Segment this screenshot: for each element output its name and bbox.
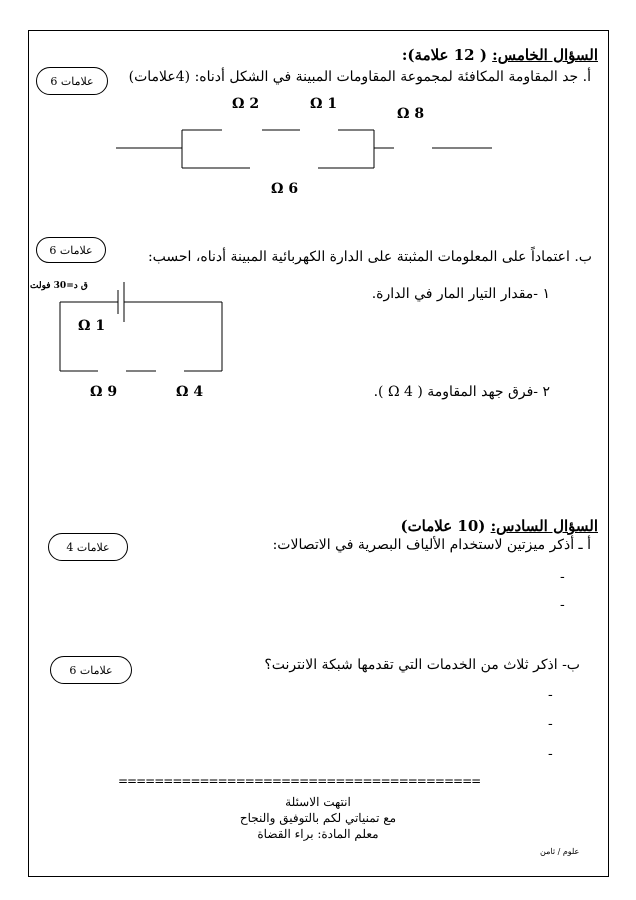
circuit-diagram-2 xyxy=(0,0,636,400)
q5-b2-text: ٢ -فرق جهد المقاومة ( Ω 4 ). xyxy=(373,384,550,400)
resistor-2-ohm-label: Ω 2 xyxy=(232,96,260,112)
separator-line: ======================================== xyxy=(118,774,481,788)
teacher-name-text: معلم المادة: براء القضاة xyxy=(257,827,379,841)
q6-part-b-text: ب- اذكر ثلاث من الخدمات التي تقدمها شبكة الانترنت؟ xyxy=(264,657,580,673)
q6-part-a-text: أ ـ أذكر ميزتين لاستخدام الألياف البصرية في الاتصالات: xyxy=(272,537,591,553)
resistor-9-ohm-label: Ω 9 xyxy=(90,384,118,400)
q6-a-answer-line-2: - xyxy=(560,597,565,613)
resistor-1-ohm-label: Ω 1 xyxy=(310,96,338,112)
q6-a-answer-line-1: - xyxy=(560,569,565,585)
q5-part-b-text: ب. اعتماداً على المعلومات المثبتة على الدارة الكهربائية المبينة أدناه، احسب: xyxy=(147,249,592,265)
resistor-6-ohm-label: Ω 6 xyxy=(271,181,299,197)
q6-b-answer-line-2: - xyxy=(548,716,553,732)
q6-part-a-marks-badge: 4 علامات xyxy=(48,533,128,561)
q6-b-answer-line-3: - xyxy=(548,746,553,762)
q5-title: السؤال الخامس: ( 12 علامة): xyxy=(401,46,598,64)
q6-title: السؤال السادس: (10 علامات) xyxy=(400,517,598,535)
q6-part-b-marks-badge: 6 علامات xyxy=(50,656,132,684)
resistor-8-ohm-label: Ω 8 xyxy=(397,106,425,122)
internal-resistance-label: Ω 1 xyxy=(78,318,106,334)
battery-voltage-label: ق د=30 فولت xyxy=(30,281,88,291)
q5-part-a-text: أ. جد المقاومة المكافئة لمجموعة المقاومات المبينة في الشكل أدناه: (4علامات) xyxy=(128,69,591,85)
end-of-questions-text: انتهت الاسئلة xyxy=(285,795,351,809)
subject-grade-corner-label: علوم / ثامن xyxy=(540,847,580,856)
q5-part-b-marks-badge: 6 علامات xyxy=(36,237,106,263)
q5-b1-text: ١ -مقدار التيار المار في الدارة. xyxy=(371,286,550,302)
resistor-4-ohm-label: Ω 4 xyxy=(176,384,204,400)
good-luck-text: مع تمنياتي لكم بالتوفيق والنجاح xyxy=(239,811,397,825)
q5-part-a-marks-badge: 6 علامات xyxy=(36,67,108,95)
q6-b-answer-line-1: - xyxy=(548,687,553,703)
